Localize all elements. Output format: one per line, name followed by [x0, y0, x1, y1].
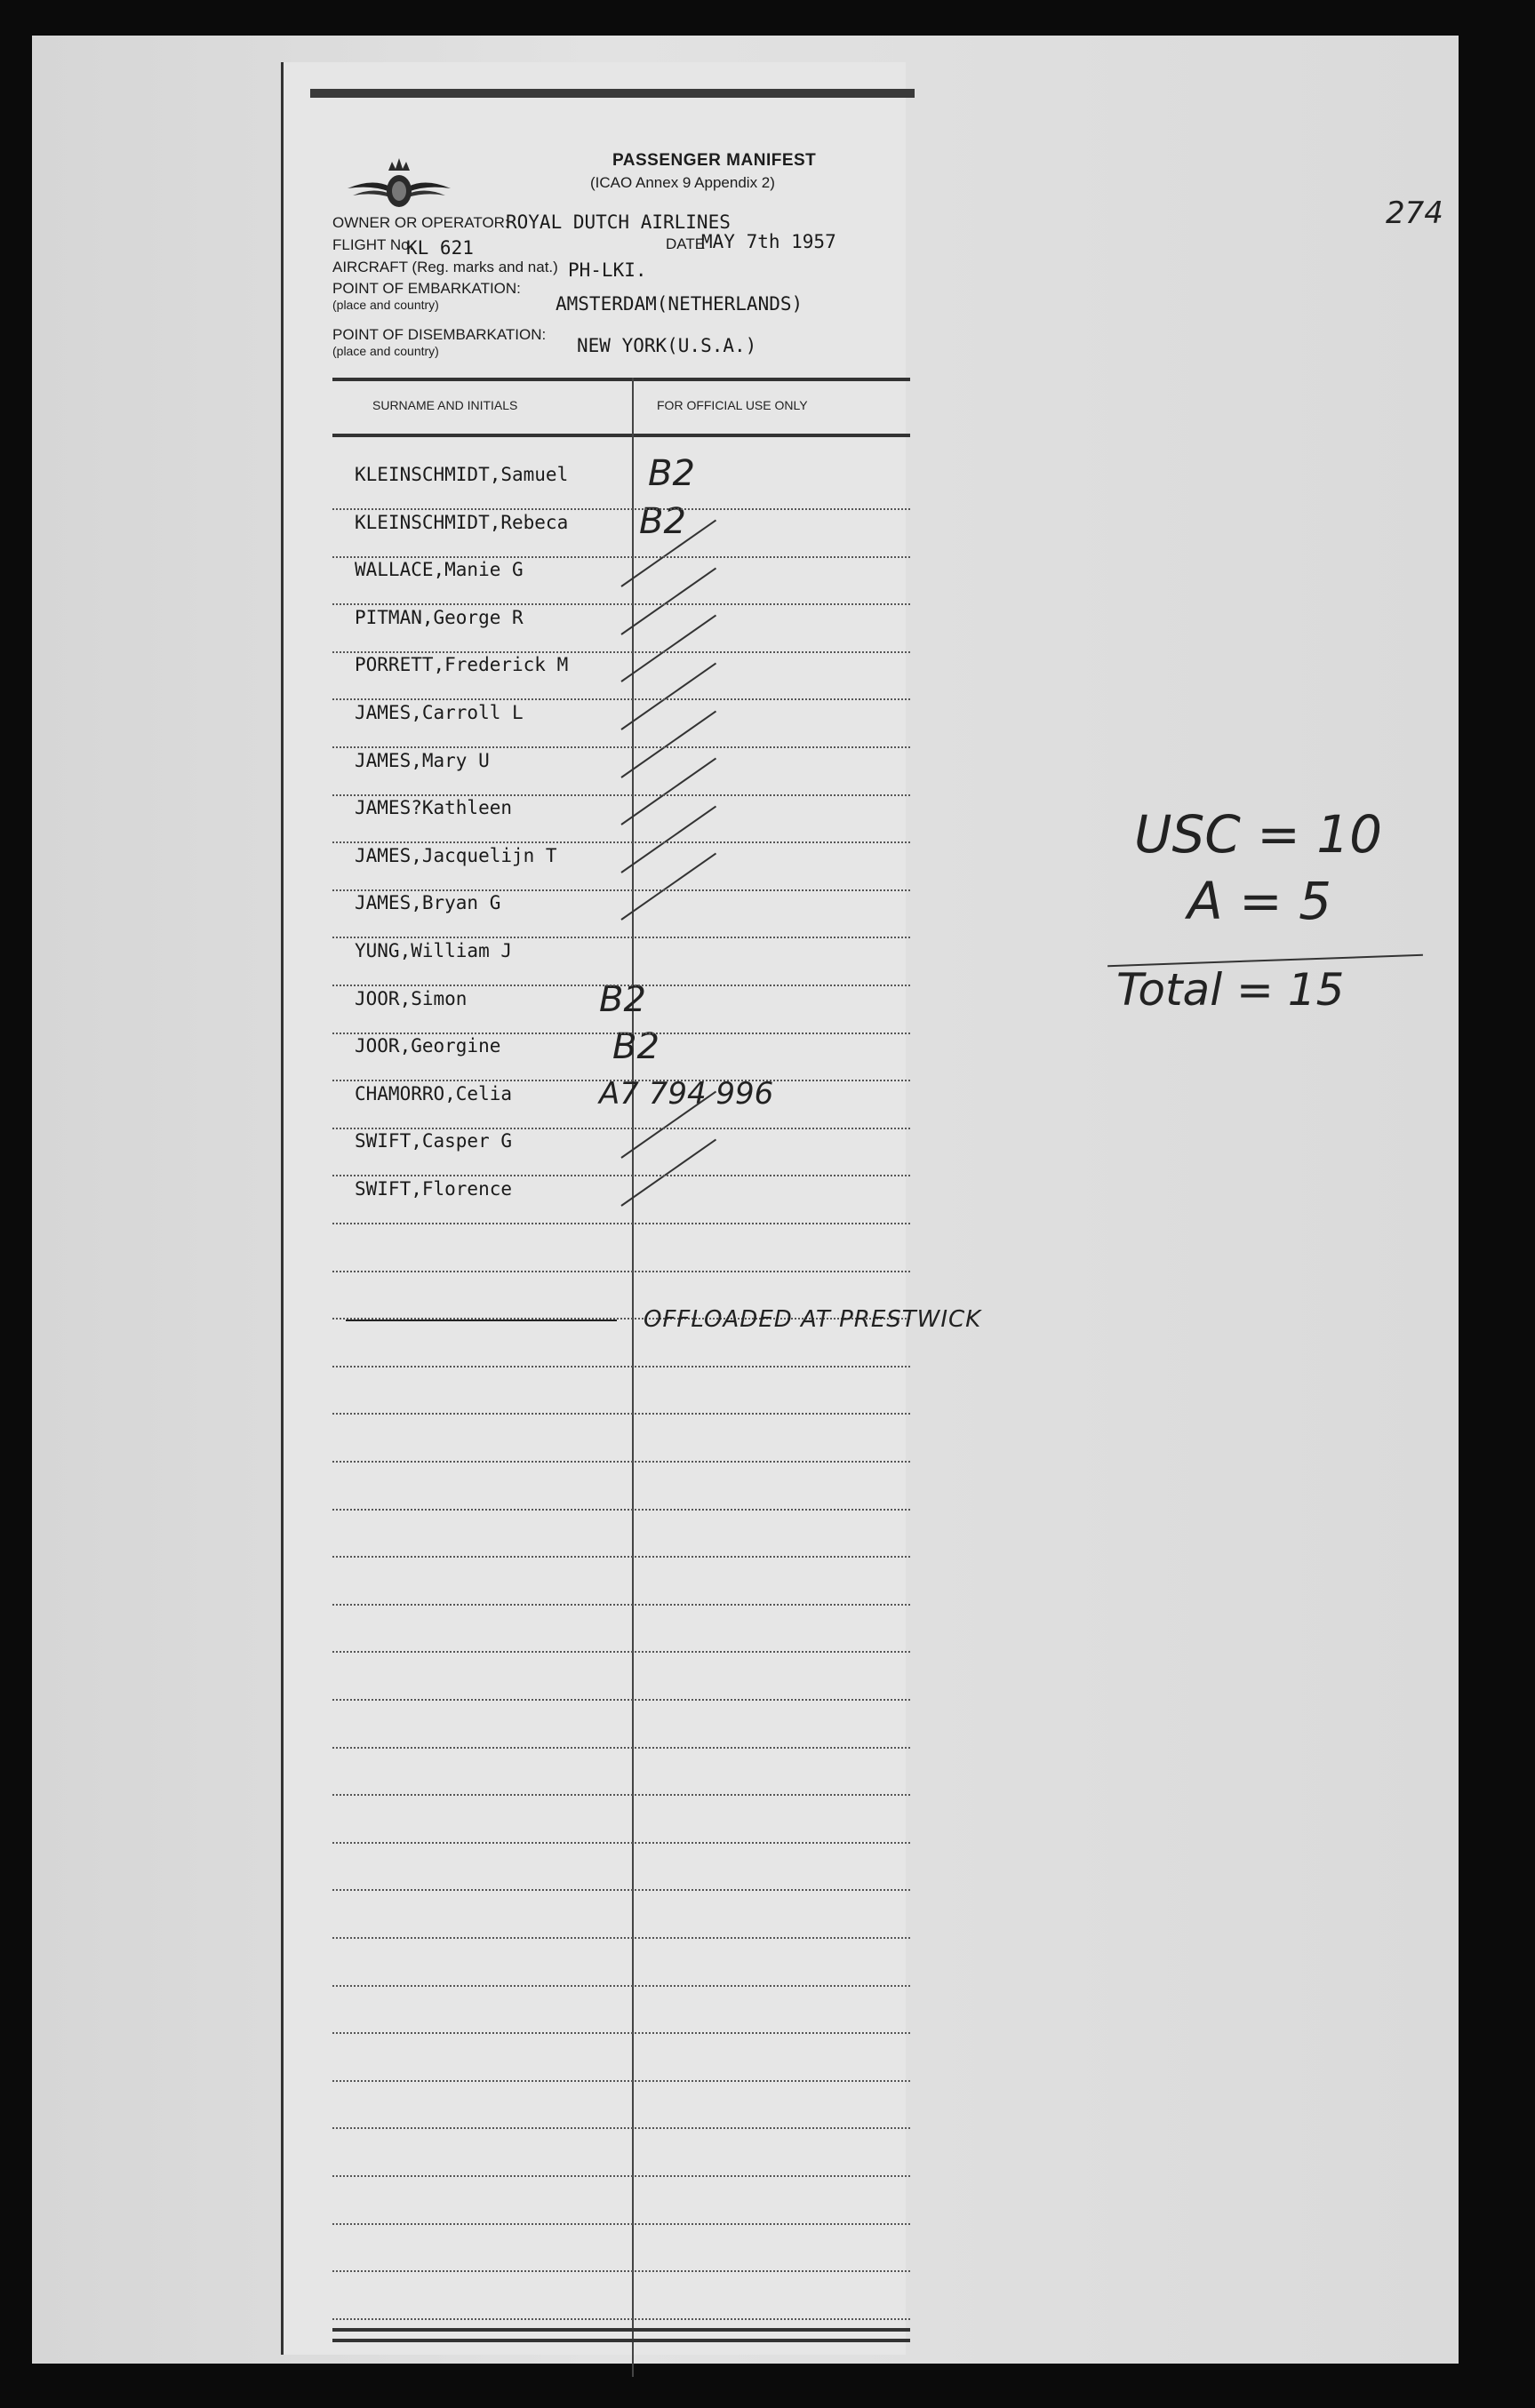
owner-value: ROYAL DUTCH AIRLINES: [506, 211, 731, 233]
ruled-line: [332, 1413, 910, 1415]
date-value: MAY 7th 1957: [701, 231, 836, 252]
passenger-name: YUNG,William J: [355, 940, 513, 961]
official-mark: B2: [599, 978, 646, 1020]
aircraft-value: PH-LKI.: [568, 259, 647, 281]
ruled-line: [332, 2080, 910, 2082]
ruled-line: [332, 1033, 910, 1034]
ruled-line: [332, 1080, 910, 1081]
flight-label: FLIGHT No.: [332, 236, 414, 253]
ruled-line: [332, 603, 910, 605]
passenger-name: PORRETT,Frederick M: [355, 654, 569, 676]
passenger-name: JAMES,Jacquelijn T: [355, 844, 557, 866]
ruled-line: [332, 2032, 910, 2034]
ruled-line: [332, 508, 910, 510]
embark-value: AMSTERDAM(NETHERLANDS): [556, 293, 803, 315]
ruled-line: [332, 698, 910, 700]
column-divider: [632, 378, 634, 2377]
ruled-line: [332, 1509, 910, 1511]
ruled-line: [332, 1651, 910, 1653]
column-official-header: FOR OFFICIAL USE ONLY: [657, 398, 808, 412]
tally-note: [1107, 804, 1427, 1017]
ruled-line: [332, 1461, 910, 1463]
ruled-line: [332, 1366, 910, 1367]
ruled-line: [332, 1937, 910, 1939]
ruled-line: [332, 937, 910, 938]
column-header-rule: [332, 434, 910, 437]
embark-label: POINT OF EMBARKATION:: [332, 280, 521, 297]
ruled-line: [332, 1223, 910, 1224]
manifest-page: [32, 36, 1459, 2364]
flight-value: KL 621: [406, 237, 474, 259]
owner-label: OWNER OR OPERATOR:: [332, 214, 509, 231]
ruled-line: [332, 794, 910, 796]
strikethrough-line: [346, 1320, 617, 1321]
passenger-name: SWIFT,Florence: [355, 1178, 513, 1200]
ruled-line: [332, 2127, 910, 2129]
disembark-value: NEW YORK(U.S.A.): [577, 335, 757, 356]
ruled-line: [332, 1889, 910, 1891]
passenger-name: KLEINSCHMIDT,Rebeca: [355, 511, 569, 533]
ruled-line: [332, 746, 910, 748]
passenger-name: JAMES,Mary U: [355, 749, 490, 771]
top-rule: [310, 89, 915, 98]
ruled-line: [332, 1842, 910, 1844]
aircraft-label: AIRCRAFT (Reg. marks and nat.): [332, 259, 558, 275]
ruled-line: [332, 556, 910, 558]
tally-total: Total = 15: [1116, 964, 1345, 1016]
page-number: 274: [1386, 195, 1443, 231]
passenger-name: SWIFT,Casper G: [355, 1130, 513, 1152]
bottom-rule: [332, 2328, 910, 2332]
passenger-name: JAMES,Bryan G: [355, 892, 501, 914]
disembark-label: POINT OF DISEMBARKATION:: [332, 326, 547, 343]
official-mark: A7 794 996: [599, 1075, 774, 1112]
ruled-line: [332, 1175, 910, 1176]
passenger-name: CHAMORRO,Celia: [355, 1082, 513, 1104]
header-rule: [332, 378, 910, 381]
ruled-line: [332, 2175, 910, 2177]
ruled-line: [332, 985, 910, 986]
official-mark: B2: [639, 500, 686, 542]
ruled-line: [332, 2223, 910, 2225]
tally-usc: USC = 10: [1134, 804, 1383, 865]
ruled-line: [332, 1699, 910, 1701]
passenger-name: KLEINSCHMIDT,Samuel: [355, 464, 569, 485]
passenger-name: WALLACE,Manie G: [355, 559, 524, 581]
ruled-line: [332, 1128, 910, 1129]
ruled-line: [332, 1604, 910, 1606]
bottom-rule-double: [332, 2339, 910, 2342]
disembark-sub: (place and country): [332, 344, 439, 358]
passenger-name: PITMAN,George R: [355, 606, 524, 628]
official-mark: B2: [648, 453, 695, 494]
tally-a: A = 5: [1187, 871, 1332, 931]
passenger-name: JOOR,Georgine: [355, 1035, 501, 1057]
ruled-line: [332, 1556, 910, 1558]
ruled-line: [332, 889, 910, 891]
ruled-line: [332, 1271, 910, 1272]
ruled-line: [332, 1794, 910, 1796]
ruled-line: [332, 651, 910, 653]
airline-crown-logo-icon: [346, 151, 452, 213]
ruled-line: [332, 841, 910, 843]
official-mark: B2: [612, 1026, 660, 1068]
passenger-name: JOOR,Simon: [355, 987, 468, 1009]
embark-sub: (place and country): [332, 298, 439, 312]
ruled-line: [332, 1747, 910, 1749]
manifest-title: PASSENGER MANIFEST: [612, 151, 817, 170]
ruled-line: [332, 2318, 910, 2320]
offloaded-note: OFFLOADED AT PRESTWICK: [644, 1306, 982, 1333]
manifest-subtitle: (ICAO Annex 9 Appendix 2): [590, 174, 775, 191]
date-label: DATE: [666, 235, 706, 252]
manifest-form: [281, 62, 982, 2355]
passenger-name: JAMES,Carroll L: [355, 702, 524, 723]
ruled-line: [332, 1985, 910, 1987]
ruled-line: [332, 2270, 910, 2272]
passenger-name: JAMES?Kathleen: [355, 797, 513, 819]
column-surname-header: SURNAME AND INITIALS: [372, 398, 518, 412]
